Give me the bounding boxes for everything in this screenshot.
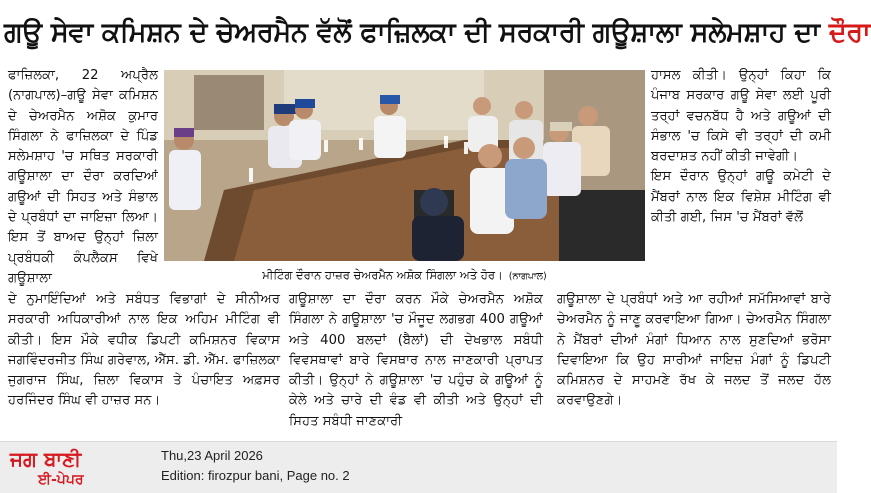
logo-text-top: ਜਗ ਬਾਣੀ: [10, 447, 82, 471]
caption-text: ਮੀਟਿੰਗ ਦੌਰਾਨ ਹਾਜ਼ਰ ਚੇਅਰਮੈਨ ਅਸ਼ੋਕ ਸਿੰਗਲਾ ਅਤੇ ਹੋਰ।: [262, 268, 503, 282]
headline-highlight: ਦੌਰਾ: [828, 17, 871, 48]
caption-source: (ਨਾਗਪਾਲ): [508, 271, 547, 282]
article-column-left-bottom: [8, 290, 280, 412]
edition-info: Edition: firozpur bani, Page no. 2: [161, 468, 350, 483]
article-paragraph: ਗਊਸ਼ਾਲਾ ਦਾ ਦੌਰਾ ਕਰਨ ਮੌਕੇ ਚੇਅਰਮੈਨ ਅਸ਼ੋਕ ਸਿੰਗਲਾ ਨੇ ਗਊਸ਼ਾਲਾ 'ਚ ਮੌਜੂਦ ਲਗਭਗ 400 ਗਊਆਂ ਅਤੇ 400 ਬਲਦਾਂ (ਬੈਲਾਂ) ਦੀ ਦੇਖਭਾਲ ਸਬੰਧੀ ਵਿਵਸਥਾਵਾਂ ਬਾਰੇ ਵਿਸਥਾਰ ਨਾਲ ਜਾਣਕਾਰੀ ਪ੍ਰਾਪਤ ਕੀਤੀ। ਉਨ੍ਹਾਂ ਨੇ ਗਊਸ਼ਾਲਾ 'ਚ ਪਹੁੰਚ ਕੇ ਗਊਆਂ ਨੂੰ ਕੇਲੇ ਅਤੇ ਚਾਰੇ ਦੀ ਵੰਡ ਵੀ ਕੀਤੀ ਅਤੇ ਉਨ੍ਹਾਂ ਦੀ ਸਿਹਤ ਸਬੰਧੀ ਜਾਣਕਾਰੀ: [289, 292, 543, 429]
article-headline: [4, 8, 871, 58]
logo-text-bottom: ਈ-ਪੇਪਰ: [38, 472, 84, 488]
meeting-photo: [164, 70, 645, 261]
headline-main: ਗਊ ਸੇਵਾ ਕਮਿਸ਼ਨ ਦੇ ਚੇਅਰਮੈਨ ਵੱਲੋਂ ਫਾਜ਼ਿਲਕਾ ਦੀ ਸਰਕਾਰੀ ਗਊਸ਼ਾਲਾ ਸਲੇਮਸ਼ਾਹ ਦਾ: [4, 17, 820, 48]
meeting-illustration: [164, 70, 645, 261]
article-paragraph: ਗਊਸ਼ਾਲਾ ਦੇ ਪ੍ਰਬੰਧਾਂ ਅਤੇ ਆ ਰਹੀਆਂ ਸਮੱਸਿਆਵਾਂ ਬਾਰੇ ਚੇਅਰਮੈਨ ਨੂੰ ਜਾਣੂ ਕਰਵਾਇਆ ਗਿਆ। ਚੇਅਰਮੈਨ ਸਿੰਗਲਾ ਨੇ ਮੈਂਬਰਾਂ ਦੀਆਂ ਮੰਗਾਂ ਧਿਆਨ ਨਾਲ ਸੁਣਦਿਆਂ ਭਰੋਸਾ ਦਿਵਾਇਆ ਕਿ ਉਹ ਸਾਰੀਆਂ ਜਾਇਜ਼ ਮੰਗਾਂ ਨੂੰ ਡਿਪਟੀ ਕਮਿਸ਼ਨਰ ਦੇ ਸਾਹਮਣੇ ਰੱਖ ਕੇ ਜਲਦ ਤੋਂ ਜਲਦ ਹੱਲ ਕਰਵਾਉਣਗੇ।: [557, 292, 831, 409]
article-paragraph: ਹਾਸਲ ਕੀਤੀ। ਉਨ੍ਹਾਂ ਕਿਹਾ ਕਿ ਪੰਜਾਬ ਸਰਕਾਰ ਗਊ ਸੇਵਾ ਲਈ ਪੂਰੀ ਤਰ੍ਹਾਂ ਵਚਨਬੱਧ ਹੈ ਅਤੇ ਗਊਆਂ ਦੀ ਸੰਭਾਲ 'ਚ ਕਿਸੇ ਵੀ ਤਰ੍ਹਾਂ ਦੀ ਕਮੀ ਬਰਦਾਸ਼ਤ ਨਹੀਂ ਕੀਤੀ ਜਾਵੇਗੀ।: [651, 68, 831, 165]
article-paragraph: ਦੇ ਨੁਮਾਇੰਦਿਆਂ ਅਤੇ ਸਬੰਧਤ ਵਿਭਾਗਾਂ ਦੇ ਸੀਨੀਅਰ ਸਰਕਾਰੀ ਅਧਿਕਾਰੀਆਂ ਨਾਲ ਇਕ ਅਹਿਮ ਮੀਟਿੰਗ ਵੀ ਕੀਤੀ। ਇਸ ਮੌਕੇ ਵਧੀਕ ਡਿਪਟੀ ਕਮਿਸ਼ਨਰ ਵਿਕਾਸ ਜਗਵਿੰਦਰਜੀਤ ਸਿੰਘ ਗਰੇਵਾਲ, ਐੱਸ. ਡੀ. ਐੱਮ. ਫਾਜ਼ਿਲਕਾ ਜੁਗਰਾਜ ਸਿੰਘ, ਜ਼ਿਲਾ ਵਿਕਾਸ ਤੇ ਪੰਚਾਇਤ ਅਫ਼ਸਰ ਹਰਜਿੰਦਰ ਸਿੰਘ ਵੀ ਹਾਜ਼ਰ ਸਨ।: [8, 292, 280, 409]
article-paragraph: ਇਸ ਦੌਰਾਨ ਉਨ੍ਹਾਂ ਗਊ ਕਮੇਟੀ ਦੇ ਮੈਂਬਰਾਂ ਨਾਲ ਇਕ ਵਿਸ਼ੇਸ਼ ਮੀਟਿੰਗ ਵੀ ਕੀਤੀ ਗਈ, ਜਿਸ 'ਚ ਮੈਂਬਰਾਂ ਵੱਲੋਂ: [651, 169, 831, 226]
article-column-left-top: [8, 66, 158, 289]
jagbani-logo[interactable]: [8, 446, 138, 488]
article-column-right-bottom: [557, 290, 831, 412]
article-column-right-top: [651, 66, 831, 228]
edition-date: Thu,23 April 2026: [161, 448, 263, 463]
article-paragraph: ਫਾਜ਼ਿਲਕਾ, 22 ਅਪ੍ਰੈਲ (ਨਾਗਪਾਲ)–ਗਊ ਸੇਵਾ ਕਮਿਸ਼ਨ ਦੇ ਚੇਅਰਮੈਨ ਅਸ਼ੋਕ ਕੁਮਾਰ ਸਿੰਗਲਾ ਨੇ ਫਾਜ਼ਿਲਕਾ ਦੇ ਪਿੰਡ ਸਲੇਮਸ਼ਾਹ 'ਚ ਸਥਿਤ ਸਰਕਾਰੀ ਗਊਸ਼ਾਲਾ ਦਾ ਦੌਰਾ ਕਰਦਿਆਂ ਗਊਆਂ ਦੀ ਸਿਹਤ ਅਤੇ ਸੰਭਾਲ ਦੇ ਪ੍ਰਬੰਧਾਂ ਦਾ ਜਾਇਜ਼ਾ ਲਿਆ। ਇਸ ਤੋਂ ਬਾਅਦ ਉਨ੍ਹਾਂ ਜ਼ਿਲਾ ਪ੍ਰਬੰਧਕੀ ਕੰਪਲੈਕਸ ਵਿਖੇ ਗਊਸ਼ਾਲਾ: [8, 68, 158, 286]
article-column-middle: [289, 290, 543, 432]
photo-caption: [164, 266, 645, 284]
